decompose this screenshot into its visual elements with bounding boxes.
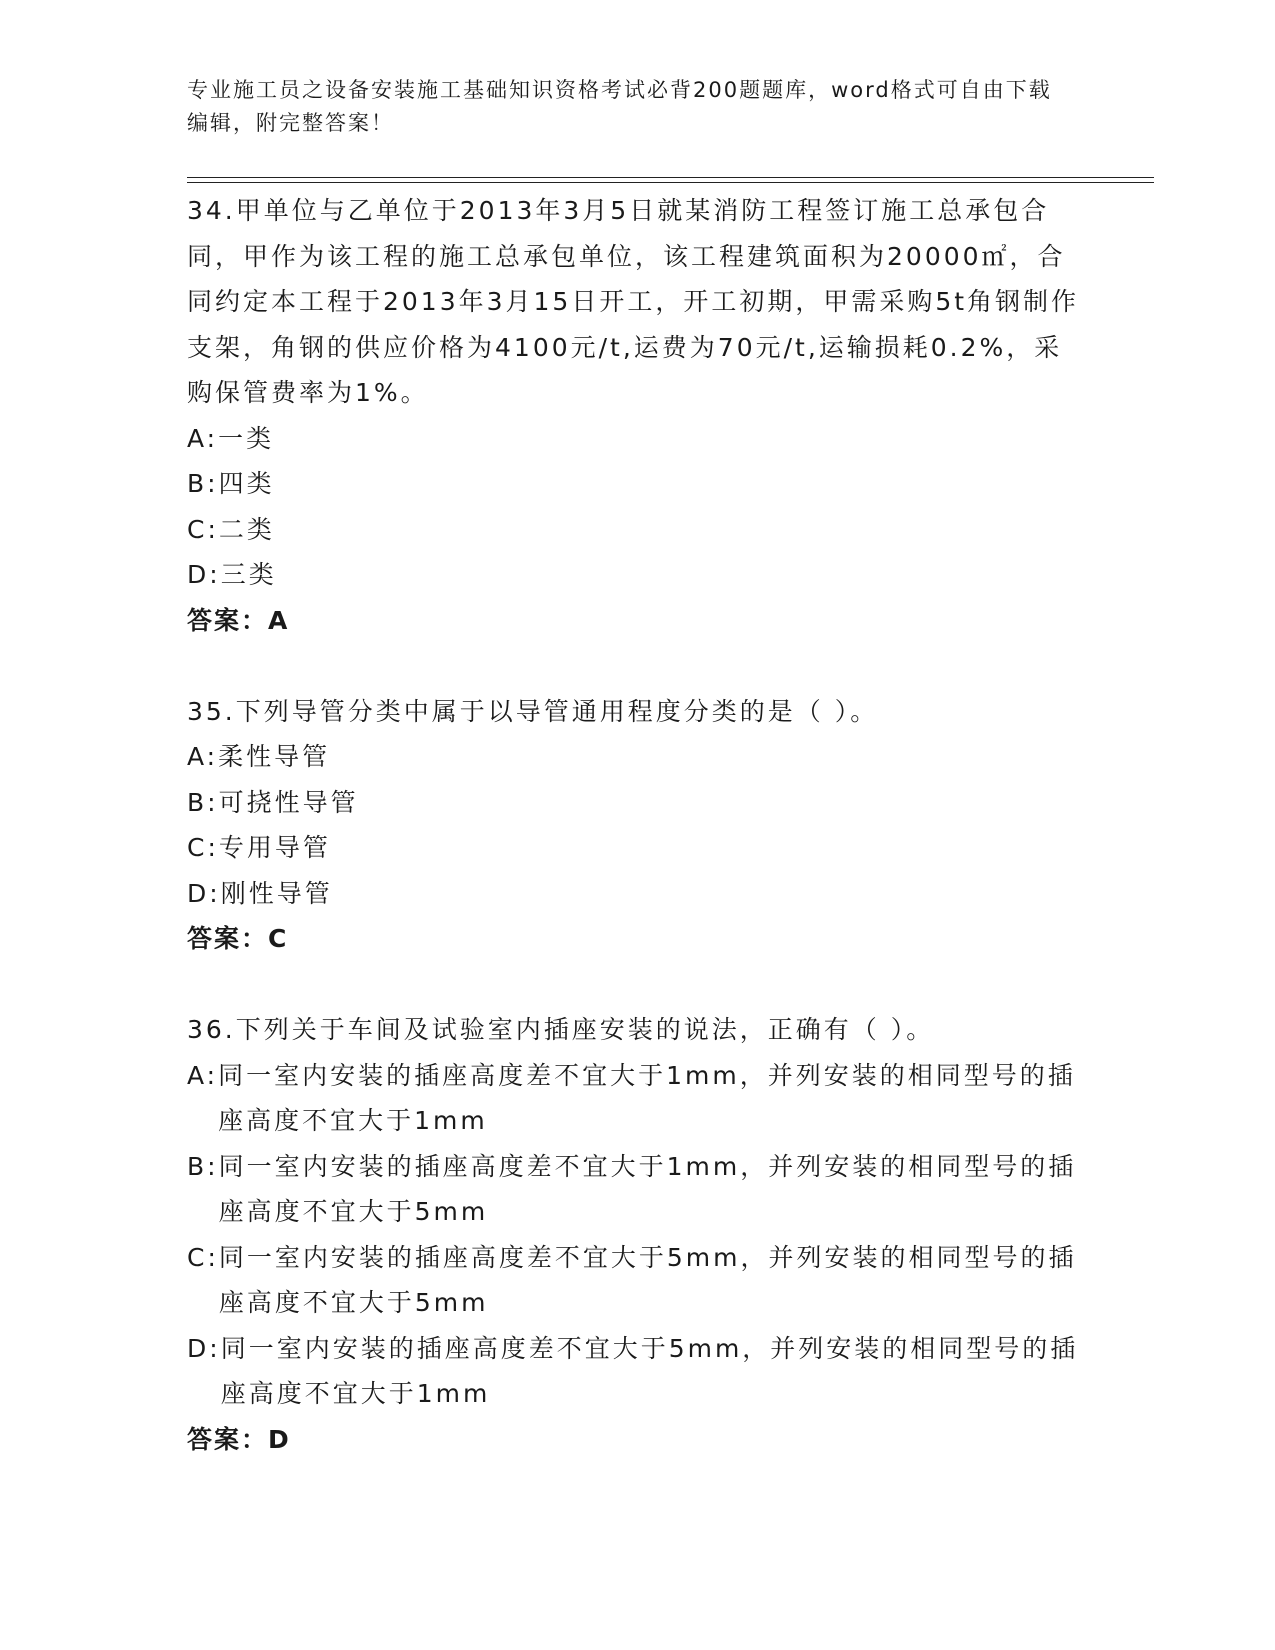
option-c [187,507,1087,553]
answer-line: 答案：A [187,605,290,635]
option-a [187,734,1087,780]
option-text: 四类 [218,469,275,498]
option-label: D: [187,560,221,589]
header-divider-top [187,177,1154,178]
option-d [187,552,1087,598]
option-text: 一类 [218,423,275,453]
header-divider-bottom [187,182,1154,183]
option-text: 同一室内安装的插座高度差不宜大于5mm，并列安装的相同型号的插座高度不宜大于1mm [220,1333,1079,1408]
question-34 [187,188,1087,643]
question-stem: 35.下列导管分类中属于以导管通用程度分类的是（ ）。 [187,696,879,726]
option-text: 可挠性导管 [218,787,359,817]
option-text: 刚性导管 [220,878,333,908]
option-label: A: [187,1060,219,1090]
option-label: C: [187,514,219,544]
option-label: B: [187,787,219,817]
option-label: C: [187,833,219,862]
option-label: D: [187,1333,221,1363]
option-a [187,416,1087,462]
document-title: 专业施工员之设备安装施工基础知识资格考试必背200题题库，word格式可自由下载编辑，附完整答案！ [187,78,1052,135]
option-a [187,1053,1087,1144]
question-stem: 34.甲单位与乙单位于2013年3月5日就某消防工程签订施工总承包合同，甲作为该工程的施工总承包单位，该工程建筑面积为20000㎡，合同约定本工程于2013年3月15日开工，开工初期，甲需采购5t角钢制作支架，角钢的供应价格为4100元/t,运费为70元/t,运输损耗0.2%，采购保管费率为1%。 [187,196,1080,407]
question-stem: 36.下列关于车间及试验室内插座安装的说法，正确有（ ）。 [187,1015,935,1044]
question-36 [187,1007,1087,1462]
option-d [187,871,1087,917]
option-b [187,1144,1087,1235]
question-35 [187,689,1087,962]
answer-line: 答案：C [187,924,289,953]
option-label: A: [187,742,219,771]
answer-line: 答案：D [187,1424,291,1454]
option-text: 同一室内安装的插座高度差不宜大于5mm，并列安装的相同型号的插座高度不宜大于5mm [218,1242,1077,1317]
option-text: 二类 [218,514,275,544]
option-label: A: [187,423,219,453]
option-label: B: [187,1151,219,1181]
option-c [187,1235,1087,1326]
question-list [187,188,1087,1508]
option-b [187,461,1087,507]
option-label: C: [187,1242,219,1272]
option-text: 三类 [220,560,277,589]
option-text: 同一室内安装的插座高度差不宜大于1mm，并列安装的相同型号的插座高度不宜大于1mm [218,1060,1076,1135]
option-text: 柔性导管 [218,742,331,771]
option-c [187,825,1087,871]
option-text: 专用导管 [218,833,331,862]
option-label: B: [187,469,219,498]
option-label: D: [187,878,221,908]
option-d [187,1326,1087,1417]
option-text: 同一室内安装的插座高度差不宜大于1mm，并列安装的相同型号的插座高度不宜大于5mm [218,1151,1077,1226]
option-b [187,780,1087,826]
